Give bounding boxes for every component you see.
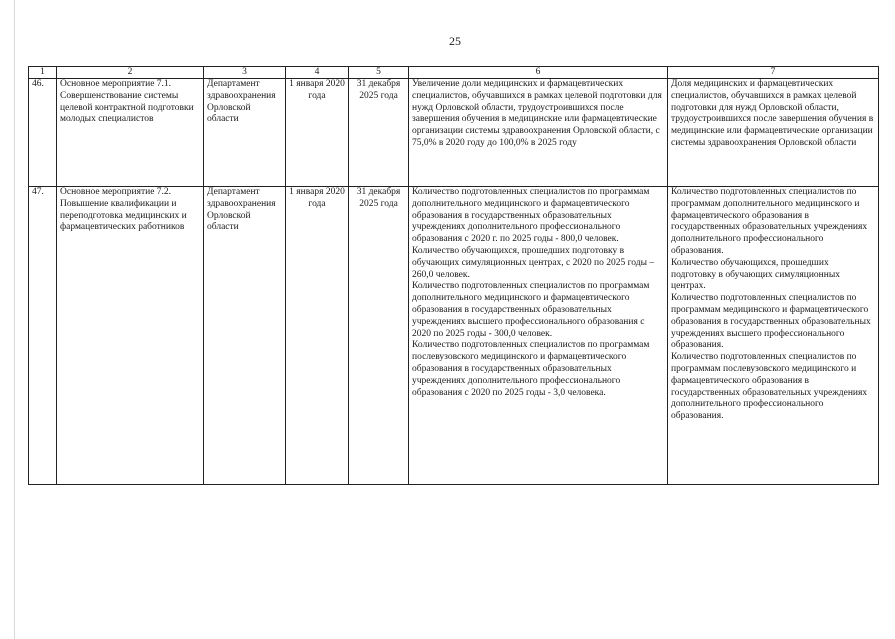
indicator-text: Количество обучающихся, прошедших подготовку в обучающих симуляционных центрах, с 2020 по 2025 годы – 260,0 человек. xyxy=(412,245,655,280)
column-header: 2 xyxy=(57,67,204,79)
result-text: Доля медицинских и фармацевтических специалистов, обучавшихся в рамках целевой подготовки для нужд Орловской области, трудоустроившихся после завершения обучения в медицинские или фармацевтические организации системы здравоохранения Орловской области xyxy=(671,79,874,148)
page-edge-line xyxy=(14,0,15,639)
indicator-text: Количество подготовленных специалистов по программам послевузовского медицинского и фармацевтического образования в государственных образовательных учреждениях дополнительного профессионального образования с 2020 по 2025 годы - 3,0 человека. xyxy=(412,340,650,398)
table-row xyxy=(29,79,879,187)
result-text: Количество подготовленных специалистов по программам послевузовского медицинского и фармацевтического образования в государственных образовательных учреждениях дополнительного профессионального образования. xyxy=(671,352,868,422)
indicator-text: Увеличение доли медицинских и фармацевтических специалистов, обучавшихся в рамках целевой подготовки для нужд Орловской области, трудоустроившихся после завершения обучения в медицинские или фармацевтические организации системы здравоохранения Орловской области, с 75,0% в 2020 году до 100,0% в 2025 году xyxy=(412,79,662,148)
column-header: 6 xyxy=(409,67,668,79)
column-header: 4 xyxy=(286,67,349,79)
indicator-cell xyxy=(409,187,668,485)
indicator-text: Количество подготовленных специалистов по программам дополнительного медицинского и фармацевтического образования в государственных образовательных учреждениях высшего профессионального образования с 2020 по 2025 годы - 300,0 человек. xyxy=(412,281,650,339)
event-name-cell: Основное мероприятие 7.1. Совершенствование системы целевой контрактной подготовки молодых специалистов xyxy=(57,79,204,187)
result-text: Количество подготовленных специалистов по программам медицинского и фармацевтического образования в государственных образовательных учреждениях высшего профессионального образования. xyxy=(671,293,871,351)
executor-cell: Департамент здравоохранения Орловской области xyxy=(204,187,286,485)
result-text: Количество обучающихся, прошедших подготовку в обучающих симуляционных центрах. xyxy=(671,257,840,292)
column-header: 5 xyxy=(349,67,409,79)
program-table xyxy=(28,66,879,485)
result-text: Количество подготовленных специалистов по программам дополнительного медицинского и фармацевтического образования в государственных образовательных учреждениях дополнительного профессионального образования. xyxy=(671,187,868,256)
start-date-cell: 1 января 2020 года xyxy=(286,187,349,485)
result-cell xyxy=(668,79,879,187)
indicator-cell xyxy=(409,79,668,187)
page-number: 25 xyxy=(449,34,461,48)
column-number-row xyxy=(29,67,879,79)
indicator-text: Количество подготовленных специалистов по программам дополнительного медицинского и фармацевтического образования в государственных образовательных учреждениях дополнительного профессионального образования с 2020 г. по 2025 годы - 800,0 человек. xyxy=(412,187,650,245)
row-number: 47. xyxy=(29,187,57,485)
result-cell xyxy=(668,187,879,485)
executor-cell: Департамент здравоохранения Орловской области xyxy=(204,79,286,187)
column-header: 1 xyxy=(29,67,57,79)
end-date-cell: 31 декабря 2025 года xyxy=(349,79,409,187)
end-date-cell: 31 декабря 2025 года xyxy=(349,187,409,485)
row-number: 46. xyxy=(29,79,57,187)
column-header: 3 xyxy=(204,67,286,79)
start-date-cell: 1 января 2020 года xyxy=(286,79,349,187)
table-row xyxy=(29,187,879,485)
event-name-cell: Основное мероприятие 7.2. Повышение квалификации и переподготовка медицинских и фармацевтических работников xyxy=(57,187,204,485)
column-header: 7 xyxy=(668,67,879,79)
